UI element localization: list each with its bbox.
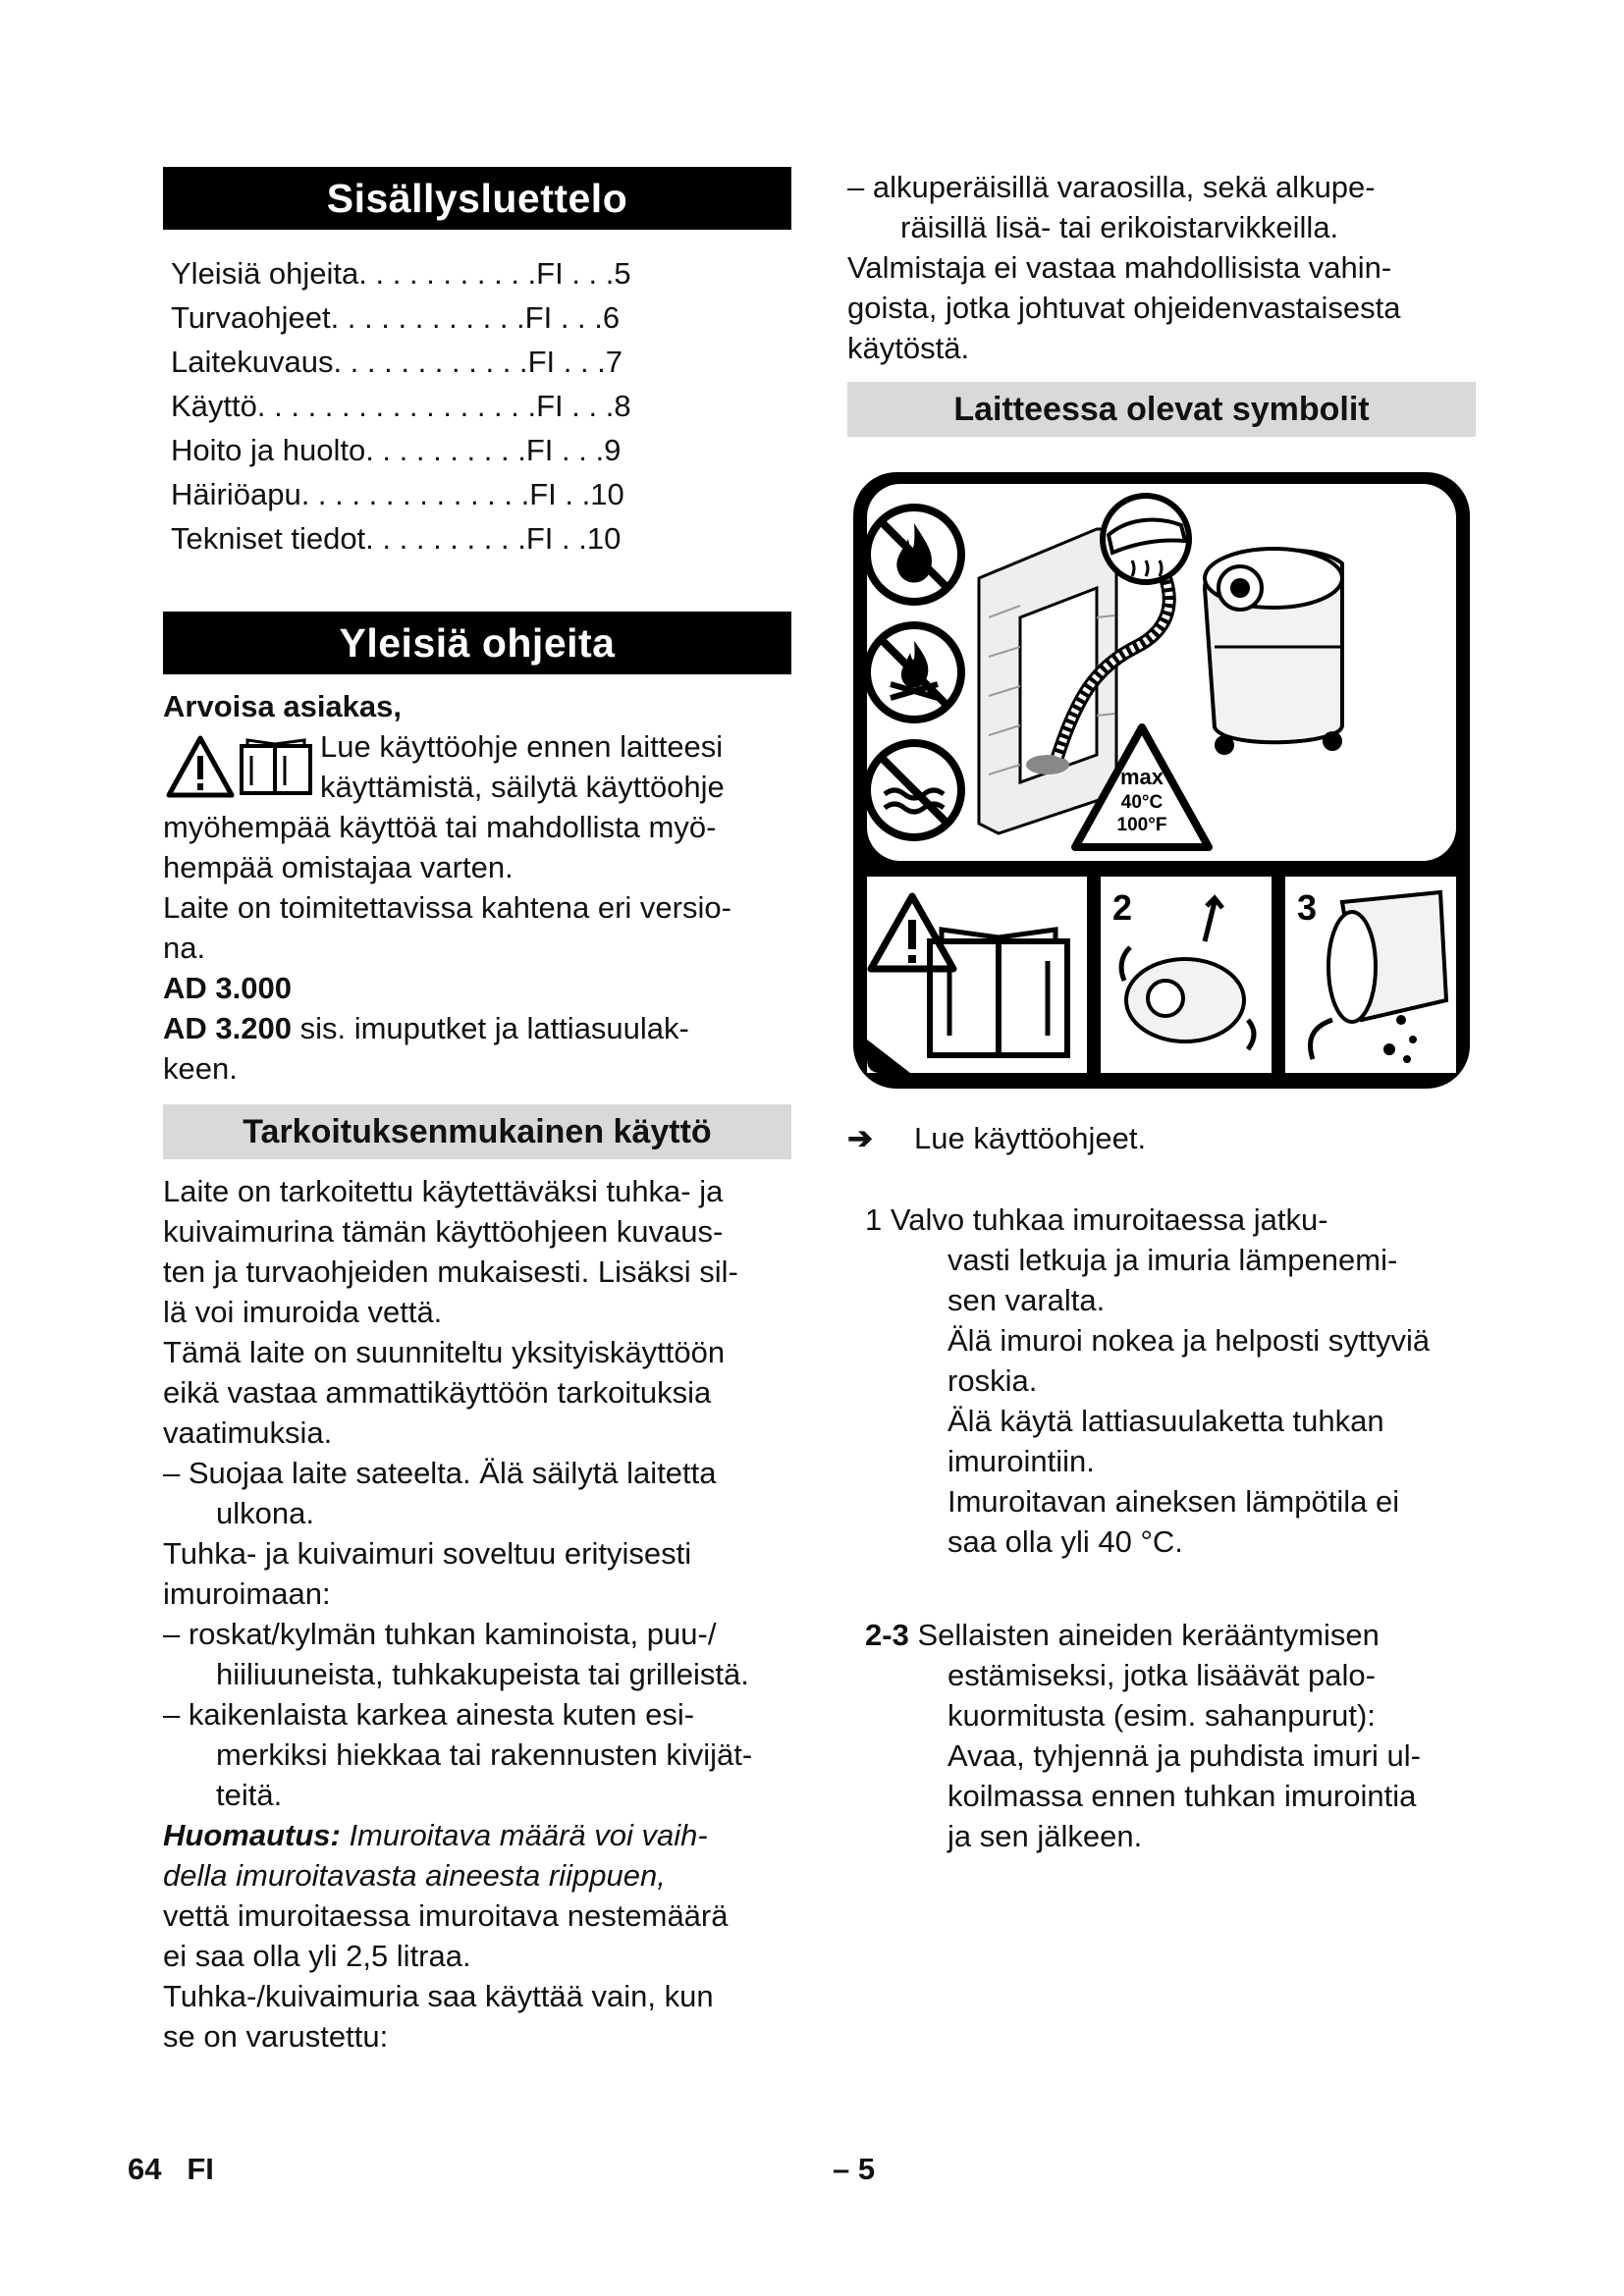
- toc-entry-dots: . . . . . . . . . . .: [358, 256, 537, 291]
- note: [163, 1815, 791, 1855]
- page-number: 64: [128, 2152, 162, 2186]
- toc-entry[interactable]: [171, 384, 791, 428]
- item-text: imurointiin.: [947, 1444, 1095, 1478]
- toc-entry-dots: . . . . . . . . . .: [365, 521, 526, 556]
- toc-entry-ref: FI . .10: [525, 521, 622, 556]
- intended-use-body: [163, 1171, 791, 2056]
- panel-read-manual: [867, 877, 1087, 1073]
- paragraph: käytöstä.: [847, 331, 970, 365]
- toc-entry[interactable]: [171, 516, 791, 561]
- toc-entry[interactable]: [171, 340, 791, 384]
- paragraph: Laite on tarkoitettu käytettäväksi tuhka- ja: [163, 1174, 724, 1208]
- warning-book-icon: [163, 732, 320, 801]
- read-manual-line: [847, 1118, 1476, 1158]
- model-2-desc: sis. imuputket ja lattiasuulak-: [291, 1011, 689, 1045]
- paragraph: se on varustettu:: [163, 2019, 389, 2054]
- warning-text: käyttämistä, säilytä käyttöohje: [320, 770, 725, 804]
- note-label: Huomautus:: [163, 1818, 341, 1852]
- right-column: [847, 167, 1476, 1856]
- toc-entry-name: Laitekuvaus: [171, 345, 334, 379]
- paragraph: lä voi imuroida vettä.: [163, 1295, 443, 1329]
- toc-title: Sisällysluettelo: [163, 167, 791, 230]
- dash-item: ulkona.: [216, 1496, 314, 1530]
- versions-text: Laite on toimitettavissa kahtena eri versio-: [163, 890, 731, 925]
- left-column: [163, 167, 791, 2056]
- language-code: FI: [187, 2152, 214, 2186]
- paragraph: ei saa olla yli 2,5 litraa.: [163, 1939, 471, 1973]
- toc-entry[interactable]: [171, 251, 791, 295]
- paragraph: Tämä laite on suunniteltu yksityiskäyttöön: [163, 1335, 726, 1369]
- vacuum-cleaner-illustration: [1205, 549, 1342, 755]
- toc-entry[interactable]: [171, 428, 791, 472]
- paragraph: kuivaimurina tämän käyttöohjeen kuvaus-: [163, 1214, 724, 1249]
- temp-max-label: max: [1119, 765, 1164, 789]
- model-2-line: [163, 1008, 791, 1048]
- toc-entry-ref: FI . .10: [529, 477, 624, 511]
- warning-text: myöhempää käyttöä tai mahdollista myö-: [163, 810, 717, 844]
- item-text: Imuroitavan aineksen lämpötila ei: [947, 1484, 1400, 1519]
- model-2-desc: keen.: [163, 1051, 238, 1086]
- item-text: koilmassa ennen tuhkan imurointia: [947, 1779, 1417, 1813]
- toc-entry-name: Hoito ja huolto: [171, 433, 366, 467]
- intended-use-title: Tarkoituksenmukainen käyttö: [163, 1104, 791, 1159]
- paragraph: Valmistaja ei vastaa mahdollisista vahin-: [847, 250, 1392, 285]
- dash-item: teitä.: [216, 1778, 283, 1812]
- toc-entry[interactable]: [171, 472, 791, 516]
- figure-label-2: 2: [1112, 887, 1133, 928]
- symbols-title: Laitteessa olevat symbolit: [847, 382, 1476, 437]
- dash-item: – kaikenlaista karkea ainesta kuten esi-: [163, 1697, 695, 1732]
- device-symbols-figure: [851, 470, 1472, 1091]
- item-text: saa olla yli 40 °C.: [947, 1524, 1183, 1559]
- greeting: Arvoisa asiakas,: [163, 689, 403, 723]
- item-number: 2-3: [865, 1618, 909, 1652]
- symbol-item-1: [865, 1200, 1476, 1562]
- item-text: Älä imuroi nokea ja helposti syttyviä: [947, 1323, 1431, 1358]
- paragraph: vettä imuroitaessa imuroitava nestemäärä: [163, 1898, 729, 1933]
- toc-entry-name: Turvaohjeet: [171, 300, 331, 335]
- paragraph: Tuhka- ja kuivaimuri soveltuu erityisesti: [163, 1536, 692, 1571]
- toc-entry-name: Käyttö: [171, 389, 257, 423]
- model-1: AD 3.000: [163, 971, 292, 1005]
- toc-entry-ref: FI . . .5: [536, 256, 631, 291]
- item-text: vasti letkuja ja imuria lämpenemi-: [947, 1243, 1398, 1277]
- general-title: Yleisiä ohjeita: [163, 612, 791, 674]
- toc-entry-ref: FI . . .6: [524, 300, 621, 335]
- paragraph: Tuhka-/kuivaimuria saa käyttää vain, kun: [163, 1979, 714, 2013]
- paragraph: ten ja turvaohjeiden mukaisesti. Lisäksi sil-: [163, 1255, 738, 1289]
- toc-entry-dots: . . . . . . . . . . . . . .: [300, 477, 530, 511]
- no-campfire-icon: [867, 625, 961, 720]
- toc-entry-name: Tekniset tiedot: [171, 521, 366, 556]
- versions-text: na.: [163, 931, 206, 965]
- note-text: Imuroitava määrä voi vaih-: [340, 1818, 708, 1852]
- arrow-right-icon: ➔: [847, 1121, 873, 1155]
- toc-entry-dots: . . . . . . . . . . . . . . . . .: [256, 389, 537, 423]
- toc-entry-name: Häiriöapu: [171, 477, 301, 511]
- warning-text: hempää omistajaa varten.: [163, 850, 514, 884]
- no-water-icon: [867, 743, 961, 837]
- toc-entry-ref: FI . . .7: [527, 345, 623, 379]
- toc-entry-dots: . . . . . . . . . . . .: [333, 345, 528, 379]
- dash-item: räisillä lisä- tai erikoistarvikkeilla.: [900, 210, 1339, 244]
- item-text: Avaa, tyhjennä ja puhdista imuri ul-: [947, 1738, 1421, 1773]
- table-of-contents: [171, 251, 791, 561]
- note-text: della imuroitavasta aineesta riippuen,: [163, 1858, 666, 1893]
- toc-entry-dots: . . . . . . . . . . . .: [330, 300, 525, 335]
- figure-label-3: 3: [1297, 887, 1318, 928]
- paragraph: eikä vastaa ammattikäyttöön tarkoituksia: [163, 1375, 712, 1410]
- temp-celsius-label: 40°C: [1120, 792, 1164, 813]
- no-fire-icon: [867, 507, 961, 602]
- dash-item: – alkuperäisillä varaosilla, sekä alkupe-: [847, 170, 1376, 204]
- toc-entry-ref: FI . . .8: [536, 389, 631, 423]
- item-text: Valvo tuhkaa imuroitaessa jatku-: [890, 1202, 1328, 1237]
- model-2: AD 3.200: [163, 1011, 292, 1045]
- item-number: 1: [865, 1202, 883, 1237]
- paragraph: imuroimaan:: [163, 1576, 331, 1611]
- hand-touch-icon: [1103, 496, 1189, 582]
- toc-entry-dots: . . . . . . . . . .: [365, 433, 526, 467]
- dash-item: – roskat/kylmän tuhkan kaminoista, puu-/: [163, 1617, 717, 1651]
- figure-label-1: 1: [1421, 507, 1442, 548]
- read-manual-text: Lue käyttöohjeet.: [914, 1121, 1147, 1155]
- temp-fahrenheit-label: 100°F: [1116, 815, 1167, 835]
- toc-entry-name: Yleisiä ohjeita: [171, 256, 359, 291]
- item-text: ja sen jälkeen.: [947, 1819, 1143, 1853]
- paragraph: vaatimuksia.: [163, 1415, 333, 1450]
- warning-text: Lue käyttöohje ennen laitteesi: [320, 729, 724, 764]
- warning-block: [163, 726, 791, 807]
- item-text: Älä käytä lattiasuulaketta tuhkan: [947, 1404, 1384, 1438]
- footer-section-page: – 5: [833, 2152, 876, 2186]
- dash-item: hiiliuuneista, tuhkakupeista tai grilleistä.: [216, 1657, 749, 1691]
- dash-item: merkiksi hiekkaa tai rakennusten kivijät-: [216, 1737, 753, 1772]
- paragraph: goista, jotka johtuvat ohjeidenvastaisesta: [847, 291, 1401, 325]
- item-text: Sellaisten aineiden kerääntymisen: [917, 1618, 1380, 1652]
- item-text: roskia.: [947, 1363, 1038, 1398]
- item-text: kuormitusta (esim. sahanpurut):: [947, 1698, 1376, 1733]
- toc-entry[interactable]: [171, 295, 791, 340]
- item-text: estämiseksi, jotka lisäävät palo-: [947, 1658, 1376, 1692]
- footer-page-number: [128, 2152, 214, 2187]
- toc-entry-ref: FI . . .9: [525, 433, 622, 467]
- item-text: sen varalta.: [947, 1283, 1106, 1317]
- dash-item: – Suojaa laite sateelta. Älä säilytä laitetta: [163, 1456, 717, 1490]
- symbol-item-2-3: [865, 1615, 1476, 1856]
